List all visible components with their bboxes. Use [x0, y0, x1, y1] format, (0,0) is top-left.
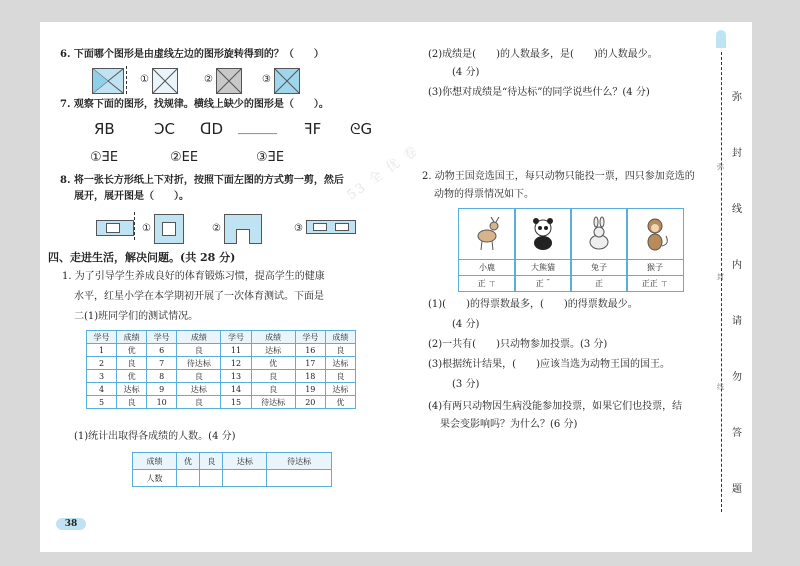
rabbit-svg: [584, 216, 614, 252]
p2-line2: 动物的得票情况如下。: [434, 189, 534, 200]
cell: 6: [147, 344, 177, 357]
q8-option-3[interactable]: ③: [294, 223, 303, 234]
cell: 8: [147, 370, 177, 383]
table-row: [87, 357, 356, 370]
side-char: 内: [732, 260, 742, 271]
panda-svg: [528, 216, 558, 252]
q8-dashed-line: [134, 212, 135, 240]
r3-text: (3)你想对成绩是“待达标”的同学说些什么？(4 分): [428, 87, 650, 98]
page-number: 38: [56, 518, 86, 530]
a3-text: (3)根据统计结果，( )应该当选为动物王国的国王。: [428, 359, 670, 370]
monkey-icon: [627, 209, 683, 260]
q7-seq-2: ƆC: [154, 120, 176, 138]
cell: 良: [325, 370, 355, 383]
th: 学号: [221, 331, 251, 344]
section-title: 四、走进生活，解决问题。(共 28 分): [48, 251, 236, 264]
animal-name: 兔子: [571, 260, 627, 276]
q7-seq-6: ᘓG: [350, 120, 373, 138]
monkey-svg: [640, 216, 670, 252]
seal-small-3: 线: [717, 383, 724, 391]
cell: 良: [177, 370, 221, 383]
q6-text: 6. 下面哪个图形是由虚线左边的图形旋转得到的？（ ）: [60, 49, 324, 60]
th: 优: [176, 453, 199, 470]
q6-option-3-shape: [274, 68, 300, 94]
q8-option-2-shape: [224, 214, 262, 244]
table-row: [87, 383, 356, 396]
q6-option-3[interactable]: ③: [262, 74, 271, 85]
p1-line2: 水平，红星小学在本学期初开展了一次体育测试。下面是: [74, 291, 324, 302]
cell: 人数: [133, 470, 177, 487]
side-char: 请: [732, 316, 742, 327]
animal-tally: 正 ˉ: [535, 279, 551, 288]
q6-dashed-line: [126, 66, 127, 94]
q8-option-2[interactable]: ②: [212, 223, 221, 234]
q7-text: 7. 观察下面的图形，找规律。横线上缺少的图形是（ ）。: [60, 99, 329, 110]
th: 成绩: [325, 331, 355, 344]
th: 成绩: [117, 331, 147, 344]
q6-option-1-shape: [152, 68, 178, 94]
side-char: 线: [732, 204, 742, 215]
cell: 20: [295, 396, 325, 409]
a1-text: (1)( )的得票数最多，( )的得票数最少。: [428, 299, 638, 310]
q6-opt3-svg: [275, 69, 299, 93]
cell: 良: [325, 344, 355, 357]
q7-seq-3: ᗡD: [200, 120, 224, 138]
cell: 1: [87, 344, 117, 357]
a4-line1: (4)有两只动物因生病没能参加投票，如果它们也投票，结: [428, 401, 683, 412]
deer-icon: [459, 209, 515, 260]
a4-line2: 果会变影响吗？为什么？(6 分): [440, 419, 578, 430]
watermark: 53 全 优 卷: [344, 142, 422, 204]
cell: 16: [295, 344, 325, 357]
q8-cut-mark: [106, 223, 120, 233]
th: 良: [200, 453, 223, 470]
th: 待达标: [267, 453, 332, 470]
table-row: [87, 370, 356, 383]
r2-score: (4 分): [452, 67, 480, 78]
side-char: 弥: [732, 92, 742, 103]
th: 成绩: [177, 331, 221, 344]
th: 学号: [87, 331, 117, 344]
answer-cell[interactable]: [176, 470, 199, 487]
cell: 4: [87, 383, 117, 396]
cell: 达标: [325, 383, 355, 396]
cell: 14: [221, 383, 251, 396]
th: 达标: [223, 453, 267, 470]
cell: 良: [177, 396, 221, 409]
q7-option-1[interactable]: ①ƎE: [90, 150, 119, 165]
cell: 9: [147, 383, 177, 396]
th: 学号: [147, 331, 177, 344]
q8-line2: 展开，展开图是（ ）。: [74, 191, 189, 202]
cell: 良: [251, 370, 295, 383]
cell: 11: [221, 344, 251, 357]
q6-option-1[interactable]: ①: [140, 74, 149, 85]
score-table-header: [87, 331, 356, 344]
cell: 12: [221, 357, 251, 370]
animal-name: 大熊猫: [515, 260, 571, 276]
count-table-header: [133, 453, 332, 470]
side-char: 题: [732, 484, 742, 495]
count-table: [132, 452, 332, 487]
cell: 达标: [117, 383, 147, 396]
q7-option-3[interactable]: ③ƎE: [256, 150, 285, 165]
cell: 10: [147, 396, 177, 409]
cell: 15: [221, 396, 251, 409]
cell: 良: [177, 344, 221, 357]
cell: 7: [147, 357, 177, 370]
sub1-text: (1)统计出取得各成绩的人数。(4 分): [74, 431, 236, 442]
th: 成绩: [133, 453, 177, 470]
cell: 达标: [251, 344, 295, 357]
cell: 19: [295, 383, 325, 396]
p2-line1: 2. 动物王国竞选国王，每只动物只能投一票，四只参加竞选的: [422, 171, 695, 182]
q6-original-shape: [92, 68, 124, 94]
th: 成绩: [251, 331, 295, 344]
panda-icon: [515, 209, 571, 260]
cell: 5: [87, 396, 117, 409]
cell: 优: [117, 344, 147, 357]
cell: 良: [251, 383, 295, 396]
side-char: 封: [732, 148, 742, 159]
r2-text: (2)成绩是( )的人数最多，是( )的人数最少。: [428, 49, 658, 60]
cell: 良: [117, 396, 147, 409]
q8-option-1[interactable]: ①: [142, 223, 151, 234]
worksheet-page: [40, 22, 752, 552]
answer-cell[interactable]: [200, 470, 223, 487]
q7-seq-1: ЯB: [94, 120, 115, 138]
q8-option-1-shape: [154, 214, 184, 244]
animal-name: 猴子: [627, 260, 683, 276]
q6-option-2[interactable]: ②: [204, 74, 213, 85]
cell: 17: [295, 357, 325, 370]
cell: 待达标: [177, 357, 221, 370]
animal-card-rabbit: [570, 208, 628, 292]
animal-name: 小鹿: [459, 260, 515, 276]
animal-card-deer: [458, 208, 516, 292]
q8-line1: 8. 将一张长方形纸上下对折，按照下面左图的方式剪一剪，然后: [60, 175, 344, 186]
p1-line1: 1. 为了引导学生养成良好的体育锻炼习惯，提高学生的健康: [62, 271, 325, 282]
table-row: [87, 344, 356, 357]
cell: 优: [325, 396, 355, 409]
q6-original-svg: [93, 69, 123, 93]
answer-cell[interactable]: [267, 470, 332, 487]
cell: 达标: [325, 357, 355, 370]
count-row: [133, 470, 332, 487]
seal-small-2: 封: [717, 273, 724, 281]
q7-seq-5: ꟻF: [304, 120, 322, 138]
rocket-icon: [716, 30, 726, 48]
cell: 优: [117, 370, 147, 383]
cell: 达标: [177, 383, 221, 396]
q6-opt2-svg: [217, 69, 241, 93]
a2-text: (2)一共有( )只动物参加投票。(3 分): [428, 339, 608, 350]
cell: 良: [117, 357, 147, 370]
th: 学号: [295, 331, 325, 344]
animal-tally: 正正 ㄒ: [641, 279, 669, 288]
rabbit-icon: [571, 209, 627, 260]
seal-small-1: 弥: [717, 163, 724, 171]
table-row: [87, 396, 356, 409]
cell: 2: [87, 357, 117, 370]
animal-tally: 正: [595, 279, 603, 288]
deer-svg: [472, 216, 502, 252]
animal-tally: 正 ㄒ: [477, 279, 497, 288]
a3-score: (3 分): [452, 379, 480, 390]
q8-option-3-shape: [306, 220, 356, 234]
cell: 优: [251, 357, 295, 370]
q6-option-2-shape: [216, 68, 242, 94]
p1-line3: 二(1)班同学们的测试情况。: [74, 311, 199, 322]
a1-score: (4 分): [452, 319, 480, 330]
cell: 3: [87, 370, 117, 383]
seal-line: [721, 52, 722, 512]
q7-option-2[interactable]: ②EE: [170, 150, 199, 165]
cell: 18: [295, 370, 325, 383]
score-table: [86, 330, 356, 409]
answer-cell[interactable]: [223, 470, 267, 487]
side-char: 勿: [732, 372, 742, 383]
animal-card-monkey: [626, 208, 684, 292]
side-char: 答: [732, 428, 742, 439]
cell: 13: [221, 370, 251, 383]
q6-opt1-svg: [153, 69, 177, 93]
cell: 待达标: [251, 396, 295, 409]
q7-blank: ______: [238, 120, 277, 135]
animal-card-panda: [514, 208, 572, 292]
